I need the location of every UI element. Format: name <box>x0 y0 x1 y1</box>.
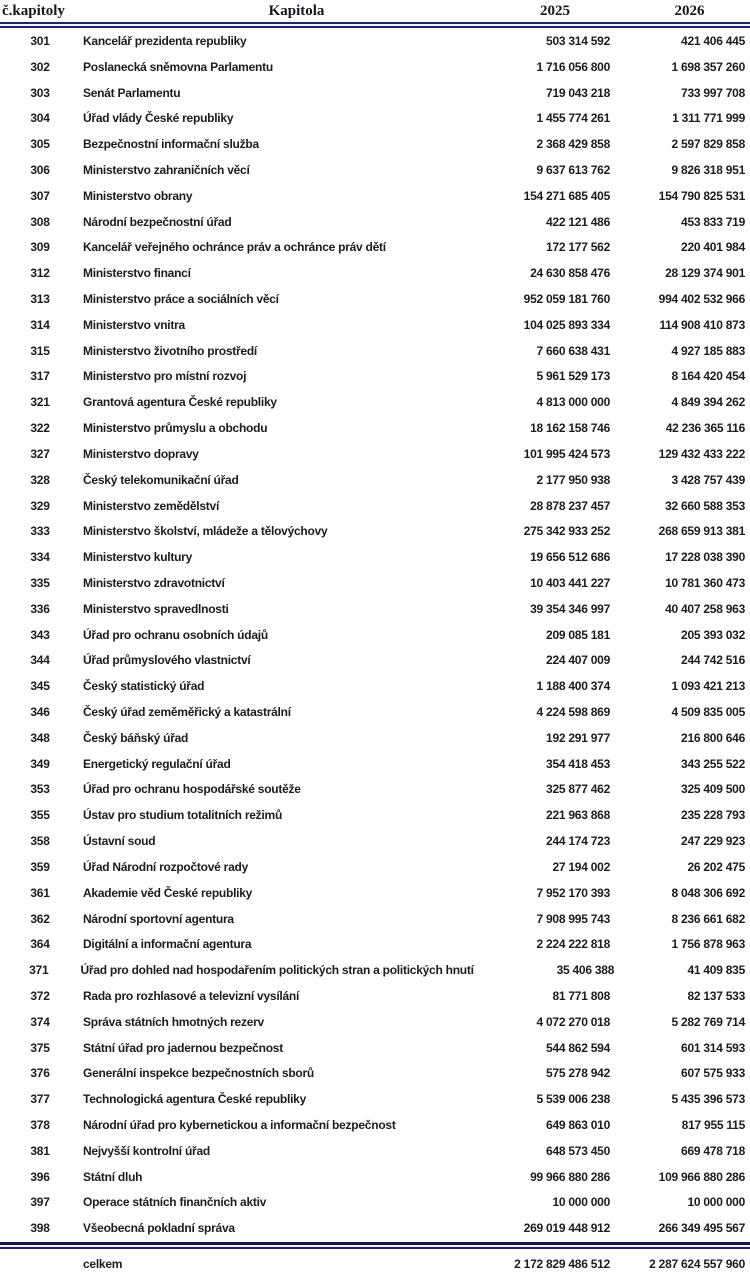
value-2026-cell: 1 311 771 999 <box>672 111 745 126</box>
chapter-number-cell: 322 <box>30 421 50 436</box>
chapter-number-cell: 334 <box>30 550 50 565</box>
chapter-name-cell: Ministerstvo průmyslu a obchodu <box>83 421 268 436</box>
header-year-2025: 2025 <box>540 2 570 19</box>
chapter-name-cell: Úřad vlády České republiky <box>83 111 234 126</box>
table-row <box>0 105 750 131</box>
table-row <box>0 596 750 622</box>
value-2025-cell: 172 177 562 <box>546 240 610 255</box>
chapter-number-cell: 301 <box>30 33 50 48</box>
table-row <box>0 622 750 648</box>
chapter-name-cell: Národní sportovní agentura <box>83 911 234 926</box>
chapter-number-cell: 377 <box>30 1092 50 1107</box>
value-2025-cell: 244 174 723 <box>546 834 610 849</box>
total-divider-line <box>0 1242 750 1249</box>
value-2026-cell: 1 093 421 213 <box>671 679 745 694</box>
chapter-number-cell: 359 <box>30 859 50 874</box>
table-row <box>0 699 750 725</box>
table-row <box>0 931 750 957</box>
chapter-name-cell: Technologická agentura České republiky <box>83 1092 307 1107</box>
chapter-number-cell: 397 <box>30 1195 50 1210</box>
value-2026-cell: 1 756 878 963 <box>671 937 745 952</box>
table-row <box>0 828 750 854</box>
value-2025-cell: 1 716 056 800 <box>536 59 610 74</box>
value-2026-cell: 268 659 913 381 <box>658 524 745 539</box>
value-2025-cell: 503 314 592 <box>546 33 610 48</box>
chapter-number-cell: 303 <box>30 85 50 100</box>
chapter-name-cell: Operace státních finančních aktiv <box>83 1195 267 1210</box>
chapter-name-cell: Státní dluh <box>83 1169 143 1184</box>
table-row <box>0 157 750 183</box>
table-row <box>0 235 750 261</box>
table-row <box>0 854 750 880</box>
value-2026-cell: 607 575 933 <box>681 1066 745 1081</box>
chapter-number-cell: 312 <box>30 266 50 281</box>
table-row <box>0 441 750 467</box>
value-2026-cell: 994 402 532 966 <box>658 292 745 307</box>
value-2026-cell: 5 435 396 573 <box>671 1092 745 1107</box>
chapter-name-cell: Národní úřad pro kybernetickou a informační bezpečnost <box>83 1118 396 1133</box>
value-2025-cell: 4 813 000 000 <box>536 395 610 410</box>
value-2025-cell: 7 660 638 431 <box>536 343 610 358</box>
header-chapter-name: Kapitola <box>268 2 325 19</box>
chapter-number-cell: 328 <box>30 472 50 487</box>
table-row <box>0 648 750 674</box>
value-2026-cell: 129 432 433 222 <box>658 446 745 461</box>
value-2025-cell: 81 771 808 <box>552 988 610 1003</box>
chapter-name-cell: Správa státních hmotných rezerv <box>83 1014 264 1029</box>
chapter-name-cell: Ministerstvo vnitra <box>83 317 185 332</box>
value-2025-cell: 952 059 181 760 <box>523 292 610 307</box>
value-2025-cell: 7 952 170 393 <box>536 885 610 900</box>
chapter-name-cell: Český statistický úřad <box>83 679 205 694</box>
value-2025-cell: 4 072 270 018 <box>536 1014 610 1029</box>
value-2025-cell: 325 877 462 <box>546 782 610 797</box>
value-2026-cell: 42 236 365 116 <box>665 421 745 436</box>
chapter-name-cell: Nejvyšší kontrolní úřad <box>83 1143 210 1158</box>
chapter-number-cell: 398 <box>30 1221 50 1236</box>
value-2026-cell: 4 509 835 005 <box>671 705 745 720</box>
table-row <box>0 1190 750 1216</box>
chapter-name-cell: Poslanecká sněmovna Parlamentu <box>83 59 273 74</box>
table-row <box>0 802 750 828</box>
value-2026-cell: 10 781 360 473 <box>665 575 745 590</box>
value-2025-cell: 18 162 158 746 <box>530 421 610 436</box>
value-2026-cell: 247 229 923 <box>681 834 745 849</box>
chapter-number-cell: 358 <box>30 834 50 849</box>
chapter-number-cell: 355 <box>30 808 50 823</box>
chapter-number-cell: 349 <box>30 756 50 771</box>
value-2025-cell: 4 224 598 869 <box>536 705 610 720</box>
chapter-number-cell: 378 <box>30 1118 50 1133</box>
value-2026-cell: 216 800 646 <box>681 730 745 745</box>
chapter-number-cell: 346 <box>30 705 50 720</box>
chapter-number-cell: 329 <box>30 498 50 513</box>
chapter-number-cell: 381 <box>30 1143 50 1158</box>
table-row <box>0 286 750 312</box>
header-chapter-number: č.kapitoly <box>2 2 65 19</box>
table-row <box>0 1035 750 1061</box>
chapter-name-cell: Ministerstvo spravedlnosti <box>83 601 229 616</box>
value-2025-cell: 2 224 222 818 <box>536 937 610 952</box>
value-2026-cell: 82 137 533 <box>687 988 745 1003</box>
value-2026-cell: 109 966 880 286 <box>658 1169 745 1184</box>
chapter-number-cell: 307 <box>30 188 50 203</box>
value-2026-cell: 601 314 593 <box>681 1040 745 1055</box>
chapter-number-cell: 308 <box>30 214 50 229</box>
table-row <box>0 880 750 906</box>
table-row <box>0 80 750 106</box>
total-2025-value: 2 172 829 486 512 <box>514 1256 610 1271</box>
chapter-name-cell: Ústav pro studium totalitních režimů <box>83 808 283 823</box>
value-2026-cell: 453 833 719 <box>681 214 745 229</box>
table-row <box>0 1009 750 1035</box>
table-header <box>0 0 750 22</box>
header-year-2026: 2026 <box>674 2 705 19</box>
chapter-name-cell: Úřad pro dohled nad hospodařením politických stran a politických hnutí <box>80 963 474 978</box>
chapter-number-cell: 362 <box>30 911 50 926</box>
chapter-number-cell: 353 <box>30 782 50 797</box>
chapter-number-cell: 396 <box>30 1169 50 1184</box>
value-2026-cell: 41 409 835 <box>687 963 745 978</box>
chapter-name-cell: Ministerstvo kultury <box>83 550 193 565</box>
chapter-number-cell: 344 <box>30 653 50 668</box>
value-2025-cell: 719 043 218 <box>546 85 610 100</box>
chapter-number-cell: 336 <box>30 601 50 616</box>
table-row <box>0 54 750 80</box>
table-row <box>0 1061 750 1087</box>
chapter-number-cell: 371 <box>29 963 49 978</box>
chapter-name-cell: Ministerstvo financí <box>83 266 191 281</box>
value-2026-cell: 266 349 495 567 <box>658 1221 745 1236</box>
value-2026-cell: 3 428 757 439 <box>671 472 745 487</box>
value-2025-cell: 154 271 685 405 <box>523 188 610 203</box>
value-2026-cell: 4 849 394 262 <box>671 395 745 410</box>
value-2025-cell: 101 995 424 573 <box>523 446 610 461</box>
chapter-number-cell: 333 <box>30 524 50 539</box>
value-2025-cell: 19 656 512 686 <box>530 550 610 565</box>
table-row <box>0 777 750 803</box>
chapter-number-cell: 348 <box>30 730 50 745</box>
value-2025-cell: 9 637 613 762 <box>536 162 610 177</box>
chapter-number-cell: 375 <box>30 1040 50 1055</box>
table-row <box>0 1164 750 1190</box>
value-2026-cell: 26 202 475 <box>687 859 745 874</box>
chapter-name-cell: Kancelář veřejného ochránce práv a ochránce práv dětí <box>83 240 386 255</box>
value-2025-cell: 5 961 529 173 <box>536 369 610 384</box>
chapter-name-cell: Ministerstvo zdravotnictví <box>83 575 225 590</box>
value-2026-cell: 421 406 445 <box>681 33 745 48</box>
table-row <box>0 1215 750 1241</box>
table-row <box>0 467 750 493</box>
value-2026-cell: 8 164 420 454 <box>671 369 745 384</box>
table-row <box>0 1086 750 1112</box>
chapter-name-cell: Grantová agentura České republiky <box>83 395 277 410</box>
chapter-name-cell: Úřad pro ochranu osobních údajů <box>83 627 268 642</box>
chapter-number-cell: 321 <box>30 395 50 410</box>
chapter-name-cell: Kancelář prezidenta republiky <box>83 33 247 48</box>
chapter-name-cell: Generální inspekce bezpečnostních sborů <box>83 1066 314 1081</box>
chapter-number-cell: 313 <box>30 292 50 307</box>
value-2025-cell: 221 963 868 <box>546 808 610 823</box>
table-row <box>0 415 750 441</box>
value-2025-cell: 575 278 942 <box>546 1066 610 1081</box>
chapter-number-cell: 315 <box>30 343 50 358</box>
value-2026-cell: 8 048 306 692 <box>671 885 745 900</box>
table-row <box>0 983 750 1009</box>
value-2025-cell: 192 291 977 <box>546 730 610 745</box>
chapter-number-cell: 376 <box>30 1066 50 1081</box>
chapter-name-cell: Státní úřad pro jadernou bezpečnost <box>83 1040 283 1055</box>
value-2025-cell: 10 403 441 227 <box>530 575 610 590</box>
value-2026-cell: 40 407 258 963 <box>665 601 745 616</box>
table-row <box>0 518 750 544</box>
value-2025-cell: 224 407 009 <box>546 653 610 668</box>
chapter-name-cell: Ministerstvo práce a sociálních věcí <box>83 292 279 307</box>
value-2026-cell: 10 000 000 <box>687 1195 745 1210</box>
value-2025-cell: 10 000 000 <box>552 1195 610 1210</box>
table-rows <box>0 28 750 1242</box>
table-row <box>0 673 750 699</box>
chapter-name-cell: Ministerstvo pro místní rozvoj <box>83 369 247 384</box>
value-2025-cell: 648 573 450 <box>546 1143 610 1158</box>
value-2025-cell: 7 908 995 743 <box>536 911 610 926</box>
chapter-name-cell: Ministerstvo dopravy <box>83 446 199 461</box>
chapter-number-cell: 304 <box>30 111 50 126</box>
chapter-name-cell: Český báňský úřad <box>83 730 189 745</box>
value-2026-cell: 343 255 522 <box>681 756 745 771</box>
value-2026-cell: 4 927 185 883 <box>671 343 745 358</box>
value-2025-cell: 1 455 774 261 <box>536 111 610 126</box>
value-2026-cell: 1 698 357 260 <box>671 59 745 74</box>
value-2025-cell: 275 342 933 252 <box>523 524 610 539</box>
table-row <box>0 493 750 519</box>
chapter-number-cell: 317 <box>30 369 50 384</box>
chapter-number-cell: 364 <box>30 937 50 952</box>
chapter-number-cell: 305 <box>30 137 50 152</box>
chapter-name-cell: Digitální a informační agentura <box>83 937 252 952</box>
value-2025-cell: 2 177 950 938 <box>536 472 610 487</box>
value-2025-cell: 1 188 400 374 <box>536 679 610 694</box>
value-2026-cell: 669 478 718 <box>681 1143 745 1158</box>
value-2025-cell: 544 862 594 <box>546 1040 610 1055</box>
chapter-number-cell: 327 <box>30 446 50 461</box>
value-2026-cell: 325 409 500 <box>681 782 745 797</box>
chapter-name-cell: Ministerstvo obrany <box>83 188 193 203</box>
value-2025-cell: 99 966 880 286 <box>530 1169 610 1184</box>
value-2025-cell: 649 863 010 <box>546 1118 610 1133</box>
chapter-name-cell: Národní bezpečnostní úřad <box>83 214 232 229</box>
table-row <box>0 957 750 983</box>
value-2026-cell: 733 997 708 <box>681 85 745 100</box>
chapter-name-cell: Energetický regulační úřad <box>83 756 231 771</box>
value-2026-cell: 817 955 115 <box>681 1118 745 1133</box>
table-row <box>0 183 750 209</box>
table-row <box>0 570 750 596</box>
chapter-number-cell: 302 <box>30 59 50 74</box>
total-2026-value: 2 287 624 557 960 <box>649 1256 745 1271</box>
chapter-number-cell: 372 <box>30 988 50 1003</box>
table-row <box>0 312 750 338</box>
chapter-number-cell: 314 <box>30 317 50 332</box>
value-2025-cell: 354 418 453 <box>546 756 610 771</box>
chapter-number-cell: 309 <box>30 240 50 255</box>
value-2026-cell: 205 393 032 <box>681 627 745 642</box>
value-2025-cell: 28 878 237 457 <box>530 498 610 513</box>
table-row <box>0 131 750 157</box>
chapter-name-cell: Úřad Národní rozpočtové rady <box>83 859 249 874</box>
chapter-name-cell: Český úřad zeměměřický a katastrální <box>83 705 291 720</box>
table-row <box>0 28 750 54</box>
chapter-name-cell: Ministerstvo zemědělství <box>83 498 220 513</box>
value-2026-cell: 32 660 588 353 <box>665 498 745 513</box>
chapter-name-cell: Rada pro rozhlasové a televizní vysílání <box>83 988 300 1003</box>
value-2026-cell: 244 742 516 <box>681 653 745 668</box>
chapter-name-cell: Senát Parlamentu <box>83 85 181 100</box>
chapter-number-cell: 345 <box>30 679 50 694</box>
value-2025-cell: 5 539 006 238 <box>536 1092 610 1107</box>
chapter-name-cell: Ústavní soud <box>83 834 156 849</box>
value-2025-cell: 209 085 181 <box>546 627 610 642</box>
chapter-name-cell: Ministerstvo školství, mládeže a tělovýchovy <box>83 524 328 539</box>
chapter-number-cell: 306 <box>30 162 50 177</box>
table-row <box>0 338 750 364</box>
chapter-name-cell: Bezpečnostní informační služba <box>83 137 259 152</box>
total-label: celkem <box>83 1256 123 1271</box>
value-2026-cell: 8 236 661 682 <box>671 911 745 926</box>
chapter-number-cell: 374 <box>30 1014 50 1029</box>
value-2026-cell: 154 790 825 531 <box>658 188 745 203</box>
table-row <box>0 209 750 235</box>
value-2025-cell: 104 025 893 334 <box>523 317 610 332</box>
chapter-name-cell: Úřad pro ochranu hospodářské soutěže <box>83 782 301 797</box>
value-2025-cell: 2 368 429 858 <box>536 137 610 152</box>
table-row <box>0 544 750 570</box>
chapter-number-cell: 361 <box>30 885 50 900</box>
chapter-name-cell: Český telekomunikační úřad <box>83 472 239 487</box>
value-2026-cell: 5 282 769 714 <box>671 1014 745 1029</box>
value-2025-cell: 24 630 858 476 <box>530 266 610 281</box>
total-row <box>0 1249 750 1278</box>
table-row <box>0 364 750 390</box>
chapter-name-cell: Akademie věd České republiky <box>83 885 253 900</box>
value-2026-cell: 17 228 038 390 <box>665 550 745 565</box>
chapter-name-cell: Ministerstvo životního prostředí <box>83 343 258 358</box>
chapter-number-cell: 335 <box>30 575 50 590</box>
chapter-name-cell: Ministerstvo zahraničních věcí <box>83 162 250 177</box>
table-row <box>0 1138 750 1164</box>
value-2025-cell: 39 354 346 997 <box>530 601 610 616</box>
value-2026-cell: 114 908 410 873 <box>659 317 745 332</box>
table-row <box>0 751 750 777</box>
value-2026-cell: 9 826 318 951 <box>671 162 745 177</box>
value-2026-cell: 2 597 829 858 <box>671 137 745 152</box>
table-row <box>0 1112 750 1138</box>
chapter-name-cell: Úřad průmyslového vlastnictví <box>83 653 251 668</box>
value-2025-cell: 35 406 388 <box>556 963 615 978</box>
chapter-number-cell: 343 <box>30 627 50 642</box>
table-row <box>0 260 750 286</box>
chapter-name-cell: Všeobecná pokladní správa <box>83 1221 235 1236</box>
value-2026-cell: 28 129 374 901 <box>665 266 745 281</box>
table-row <box>0 725 750 751</box>
value-2026-cell: 220 401 984 <box>681 240 745 255</box>
table-row <box>0 389 750 415</box>
value-2025-cell: 27 194 002 <box>552 859 610 874</box>
table-row <box>0 906 750 932</box>
value-2026-cell: 235 228 793 <box>681 808 745 823</box>
value-2025-cell: 422 121 486 <box>546 214 610 229</box>
value-2025-cell: 269 019 448 912 <box>523 1221 610 1236</box>
